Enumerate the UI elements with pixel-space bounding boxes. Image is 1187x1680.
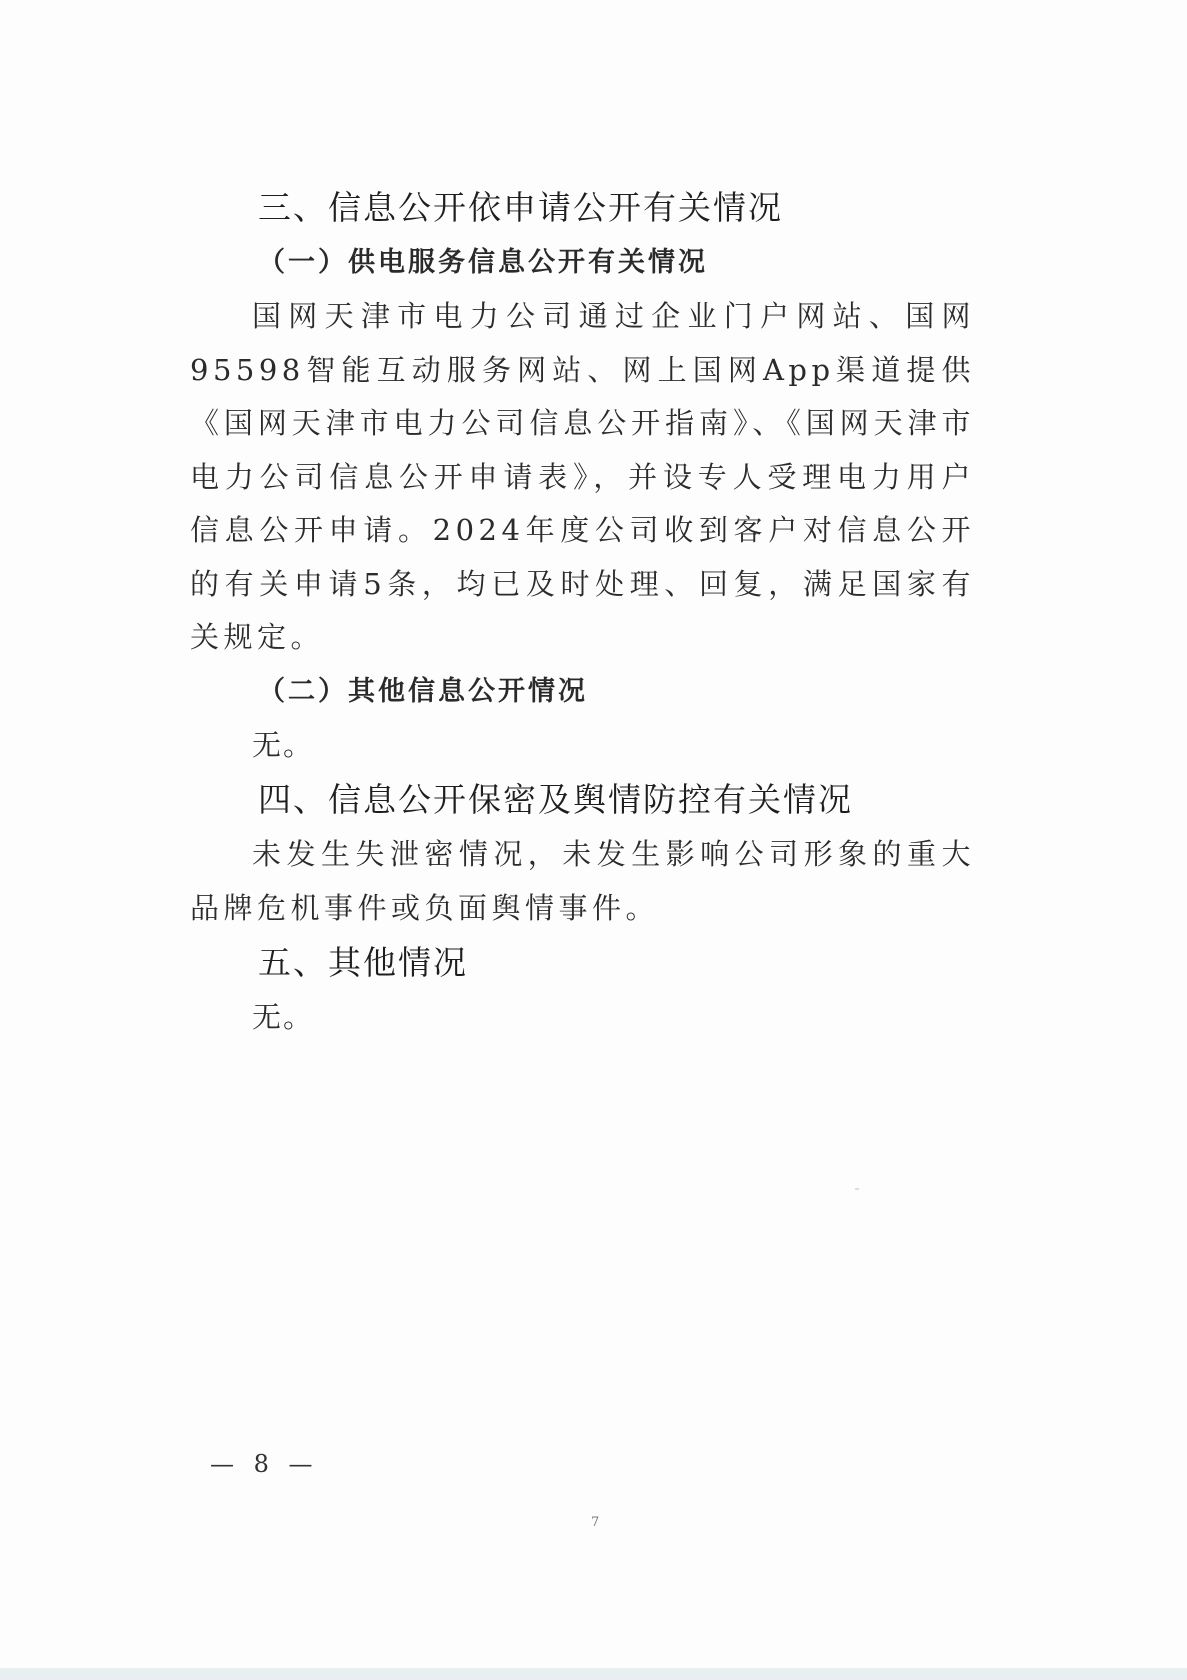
- scan-page-mark: 7: [591, 1515, 600, 1530]
- section-5-paragraph: 无。: [252, 1000, 315, 1034]
- section-4-heading: 四、信息公开保密及舆情防控有关情况: [258, 780, 853, 819]
- section-5-heading: 五、其他情况: [258, 943, 468, 982]
- document-body: [190, 180, 975, 1045]
- section-3-heading: 三、信息公开依申请公开有关情况: [258, 188, 783, 227]
- page-number: — 8 —: [210, 1450, 319, 1478]
- scan-bottom-edge: [0, 1668, 1187, 1680]
- section-3-1-heading: （一）供电服务信息公开有关情况: [258, 247, 708, 278]
- scan-speck: [855, 1188, 859, 1190]
- section-4-paragraph: 未发生失泄密情况，未发生影响公司形象的重大品牌危机事件或负面舆情事件。: [190, 837, 975, 925]
- section-3-2-heading: （二）其他信息公开情况: [258, 675, 588, 707]
- section-3-1-paragraph: 国网天津市电力公司通过企业门户网站、国网95598智能互动服务网站、网上国网App渠道提供《国网天津市电力公司信息公开指南》、《国网天津市电力公司信息公开申请表》，并设专人受理电力用户信息公开申请。2024年度公司收到客户对信息公开的有关申请5条，均已及时处理、回复，满足国家有关规定。: [190, 299, 975, 654]
- section-3-2-paragraph: 无。: [252, 727, 315, 762]
